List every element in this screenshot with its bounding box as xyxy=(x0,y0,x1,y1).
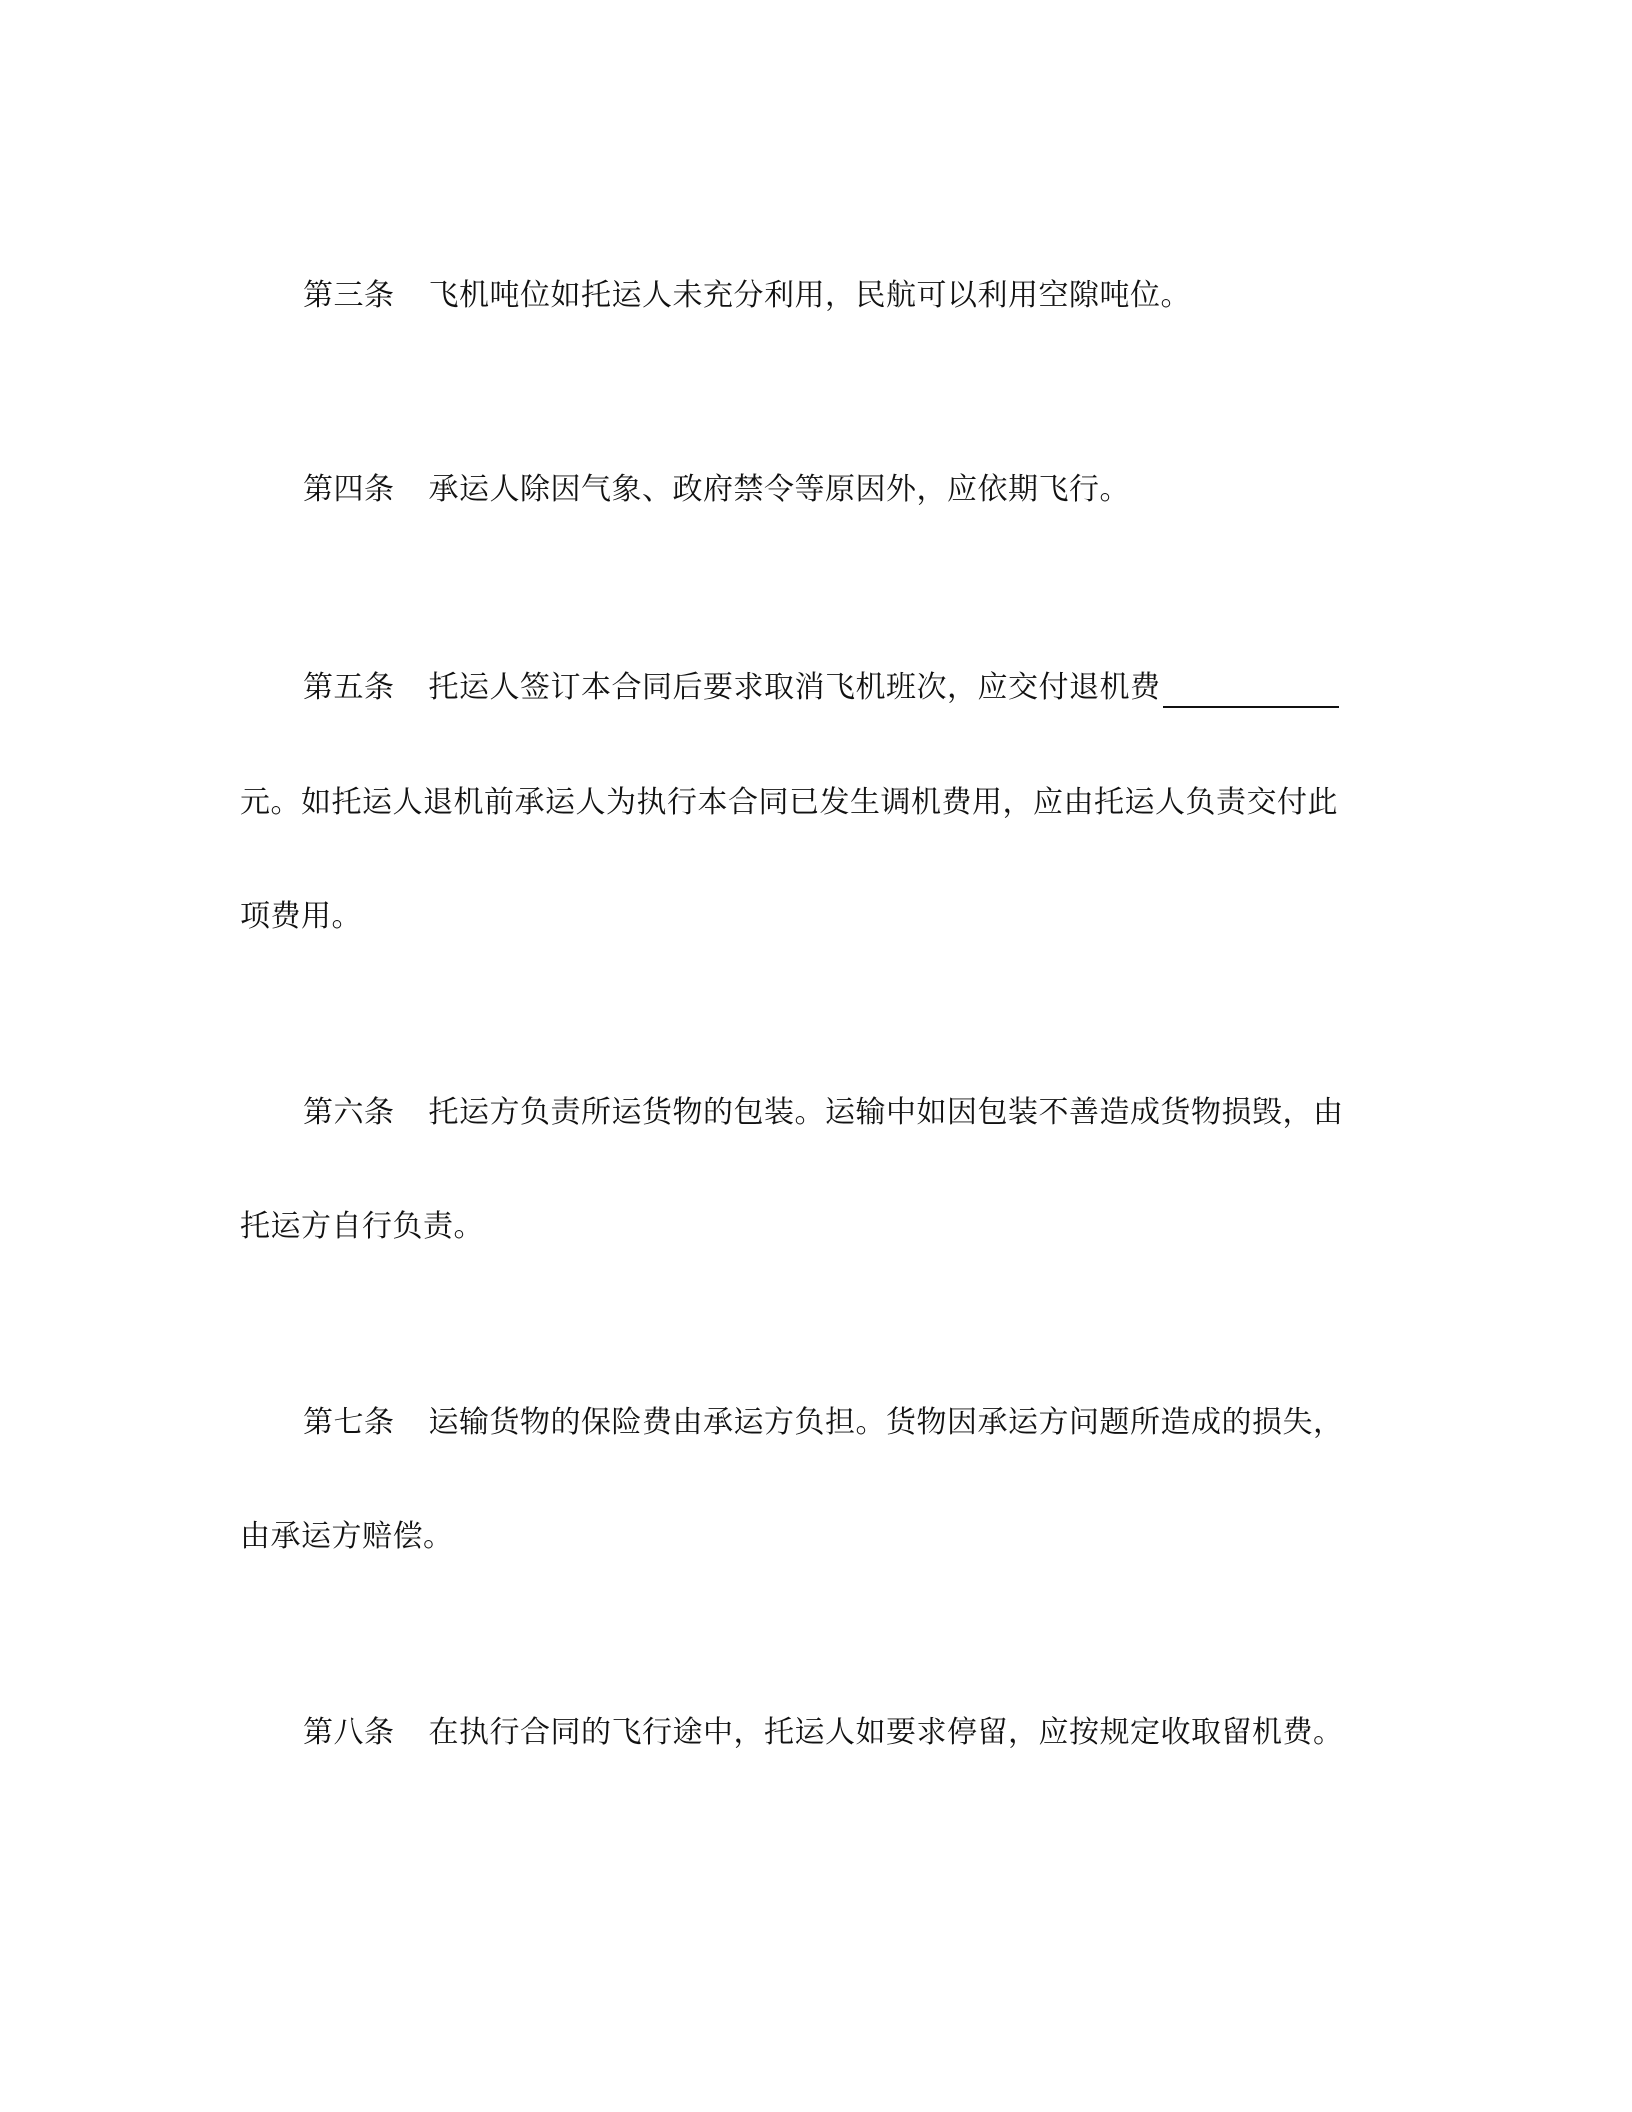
article-3 xyxy=(303,276,1191,316)
article-5 xyxy=(303,668,1339,708)
article-number: 第六条 xyxy=(303,1095,395,1130)
article-5-continuation xyxy=(240,897,362,937)
article-text: 承运人除因气象、政府禁令等原因外，应依期飞行。 xyxy=(428,472,1130,507)
article-number: 第三条 xyxy=(303,278,395,313)
article-number: 第八条 xyxy=(303,1715,395,1750)
article-7 xyxy=(303,1403,1344,1443)
article-text: 托运人签订本合同后要求取消飞机班次，应交付退机费 xyxy=(428,670,1161,705)
article-text: 飞机吨位如托运人未充分利用，民航可以利用空隙吨位。 xyxy=(428,278,1191,313)
article-number: 第七条 xyxy=(303,1405,395,1440)
article-text: 项费用。 xyxy=(240,899,362,934)
article-6 xyxy=(303,1093,1344,1133)
article-number: 第四条 xyxy=(303,472,395,507)
article-4 xyxy=(303,470,1130,510)
article-text: 托运方负责所运货物的包装。运输中如因包装不善造成货物损毁，由 xyxy=(428,1095,1344,1130)
article-number: 第五条 xyxy=(303,670,395,705)
article-7-continuation xyxy=(240,1517,454,1557)
article-text: 托运方自行负责。 xyxy=(240,1209,484,1244)
fee-blank-line xyxy=(1163,678,1339,708)
article-5-continuation xyxy=(240,783,1338,823)
article-text: 运输货物的保险费由承运方负担。货物因承运方问题所造成的损失， xyxy=(428,1405,1344,1440)
article-8 xyxy=(303,1713,1344,1753)
article-text: 元。如托运人退机前承运人为执行本合同已发生调机费用，应由托运人负责交付此 xyxy=(240,785,1338,820)
article-6-continuation xyxy=(240,1207,484,1247)
article-text: 由承运方赔偿。 xyxy=(240,1519,454,1554)
article-text: 在执行合同的飞行途中，托运人如要求停留，应按规定收取留机费。 xyxy=(428,1715,1344,1750)
